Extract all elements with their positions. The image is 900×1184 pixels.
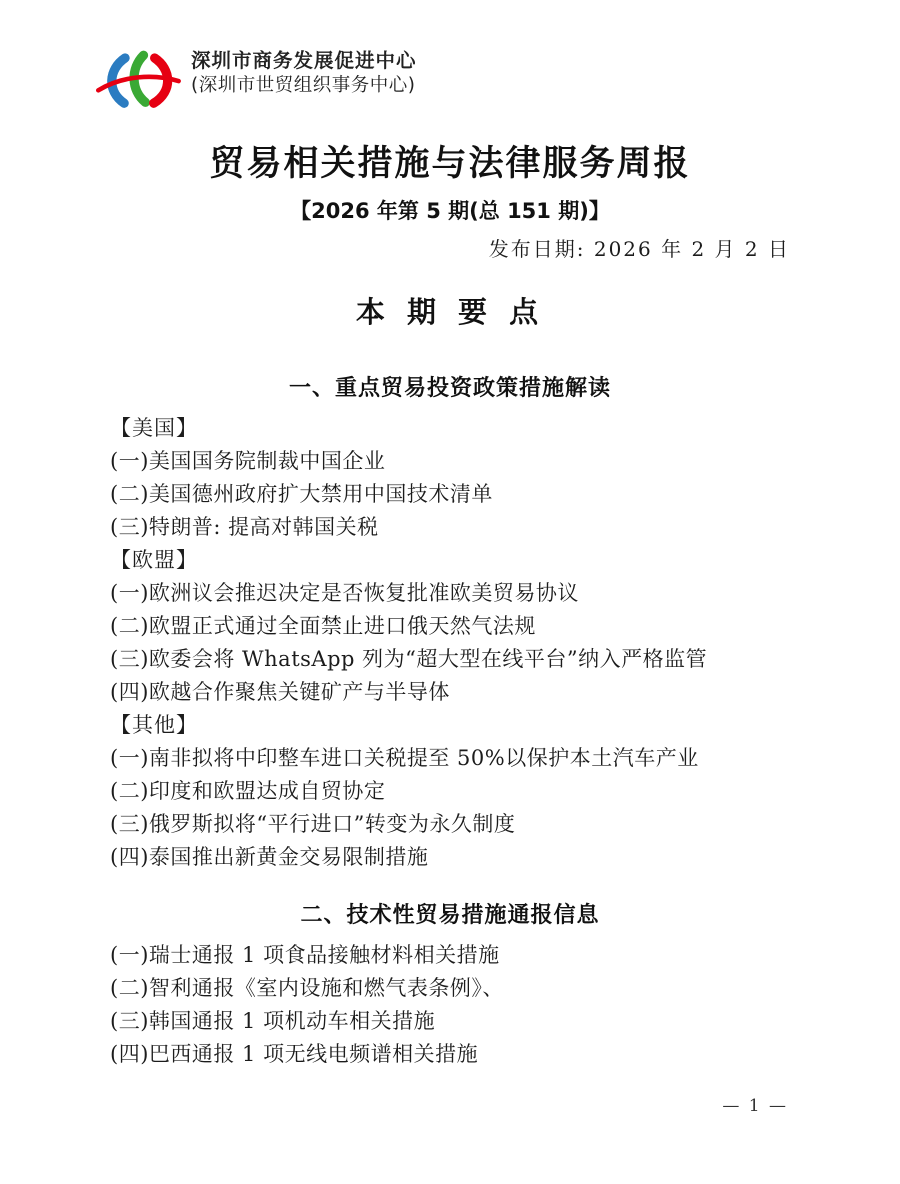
list-item: (一)南非拟将中印整车进口关税提至 50%以保护本土汽车产业 — [110, 746, 699, 770]
list-item: (四)欧越合作聚焦关键矿产与半导体 — [110, 680, 450, 704]
issue-number: 【2026 年第 5 期(总 151 期)】 — [290, 199, 610, 223]
list-item: (二)欧盟正式通过全面禁止进口俄天然气法规 — [110, 614, 536, 638]
list-item: (三)俄罗斯拟将“平行进口”转变为永久制度 — [110, 812, 516, 836]
document-title: 贸易相关措施与法律服务周报 — [209, 143, 691, 184]
group-usa-label: 【美国】 — [110, 416, 198, 440]
org-header — [95, 44, 900, 120]
group-eu-label: 【欧盟】 — [110, 548, 198, 572]
list-item: (三)欧委会将 WhatsApp 列为“超大型在线平台”纳入严格监管 — [110, 647, 708, 671]
group-tbt-notifications — [110, 939, 790, 1071]
section-2-heading: 二、技术性贸易措施通报信息 — [300, 903, 600, 928]
section-1-content — [110, 412, 790, 874]
org-logo-icon — [95, 46, 181, 118]
list-item: (一)瑞士通报 1 项食品接触材料相关措施 — [110, 943, 500, 967]
list-item: (二)智利通报《室内设施和燃气表条例》、 — [110, 976, 504, 1000]
list-item: (四)泰国推出新黄金交易限制措施 — [110, 845, 429, 869]
org-name-line2: (深圳市世贸组织事务中心) — [191, 75, 416, 97]
group-others — [110, 709, 790, 874]
list-item: (一)欧洲议会推迟决定是否恢复批准欧美贸易协议 — [110, 581, 579, 605]
section-2-content — [110, 939, 790, 1071]
page-number: — 1 — — [722, 1096, 788, 1116]
section-1-heading: 一、重点贸易投资政策措施解读 — [288, 376, 611, 401]
group-usa — [110, 412, 790, 544]
org-name-line1: 深圳市商务发展促进中心 — [191, 49, 417, 72]
list-item: (一)美国国务院制裁中国企业 — [110, 449, 386, 473]
group-others-label: 【其他】 — [110, 713, 198, 737]
list-item: (四)巴西通报 1 项无线电频谱相关措施 — [110, 1042, 479, 1066]
highlights-title: 本 期 要 点 — [355, 295, 545, 329]
org-names — [191, 48, 417, 99]
publish-date: 发布日期: 2026 年 2 月 2 日 — [488, 237, 790, 261]
list-item: (二)印度和欧盟达成自贸协定 — [110, 779, 386, 803]
list-item: (三)特朗普: 提高对韩国关税 — [110, 515, 379, 539]
list-item: (二)美国德州政府扩大禁用中国技术清单 — [110, 482, 493, 506]
list-item: (三)韩国通报 1 项机动车相关措施 — [110, 1009, 436, 1033]
group-eu — [110, 544, 790, 709]
